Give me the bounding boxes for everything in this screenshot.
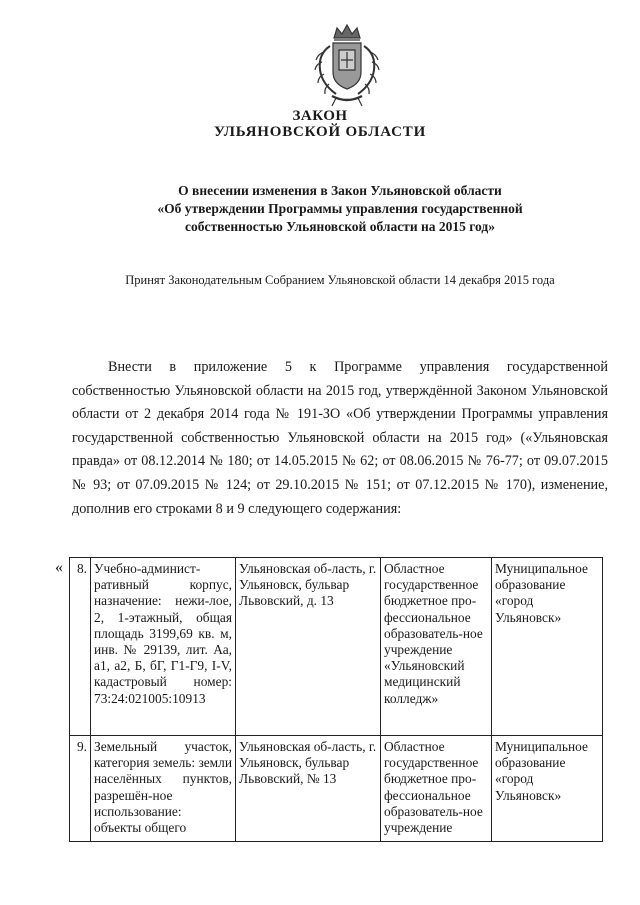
table-row	[70, 558, 603, 736]
object-recipient: Муниципальное образование «город Ульяновск»	[495, 739, 588, 803]
law-subject	[110, 182, 570, 236]
body-paragraph	[72, 356, 608, 521]
table-row	[70, 736, 603, 842]
property-table	[69, 557, 603, 842]
law-region-title: УЛЬЯНОВСКОЙ ОБЛАСТИ	[213, 124, 427, 140]
object-address: Ульяновская об-ласть, г. Ульяновск, бульвар Львовский, д. 13	[236, 558, 381, 736]
subject-line: собственностью Ульяновской области на 2015 год»	[185, 219, 495, 234]
subject-line: О внесении изменения в Закон Ульяновской области	[178, 183, 502, 198]
object-address: Ульяновская об-ласть, г. Ульяновск, бульвар Львовский, № 13	[239, 739, 377, 787]
adoption-note: Принят Законодательным Собранием Ульяновской области 14 декабря 2015 года	[125, 273, 555, 287]
body-paragraph-text: Внести в приложение 5 к Программе управления государственной собственностью Ульяновской области на 2015 год, утверждённой Законом Ульяновской области от 2 декабря 2014 года № 191-ЗО «Об утверждении Программы управления государственной собственностью Ульяновской области на 2015 год» («Ульяновская правда» от 08.12.2014 № 180; от 14.05.2015 № 62; от 08.06.2015 № 76-77; от 09.07.2015 № 93; от 07.09.2015 № 124; от 29.10.2015 № 151; от 07.12.2015 № 170), изменение, дополнив его строками 8 и 9 следующего содержания:	[72, 359, 608, 517]
opening-quote: «	[55, 559, 63, 576]
row-number: 8.	[70, 558, 91, 736]
object-recipient: Муниципальное образование «город Ульяновск»	[492, 558, 603, 736]
object-description: Учебно-админист-ративный корпус, назначение: нежи-лое, 2, 1-этажный, общая площадь 3199,69 кв. м, инв. № 29139, лит. Аа, а1, а2, Б, бГ, Г1-Г9, I-V, кадастровый номер: 73:24:021005:10913	[91, 558, 236, 736]
subject-line: «Об утверждении Программы управления государственной	[157, 201, 523, 216]
object-description: Земельный участок, категория земель: земли населённых пунктов, разрешён-ное использование: объекты общего	[94, 739, 232, 835]
ulyanovsk-coat-of-arms-icon	[306, 22, 388, 108]
row-number: 9.	[76, 739, 87, 754]
object-holder: Областное государственное бюджетное про-фессиональное образователь-ное учреждение	[384, 739, 483, 835]
object-holder: Областное государственное бюджетное про-фессиональное образователь-ное учреждение «Ульяновский медицинский колледж»	[381, 558, 492, 736]
law-title: ЗАКОН	[292, 108, 348, 124]
